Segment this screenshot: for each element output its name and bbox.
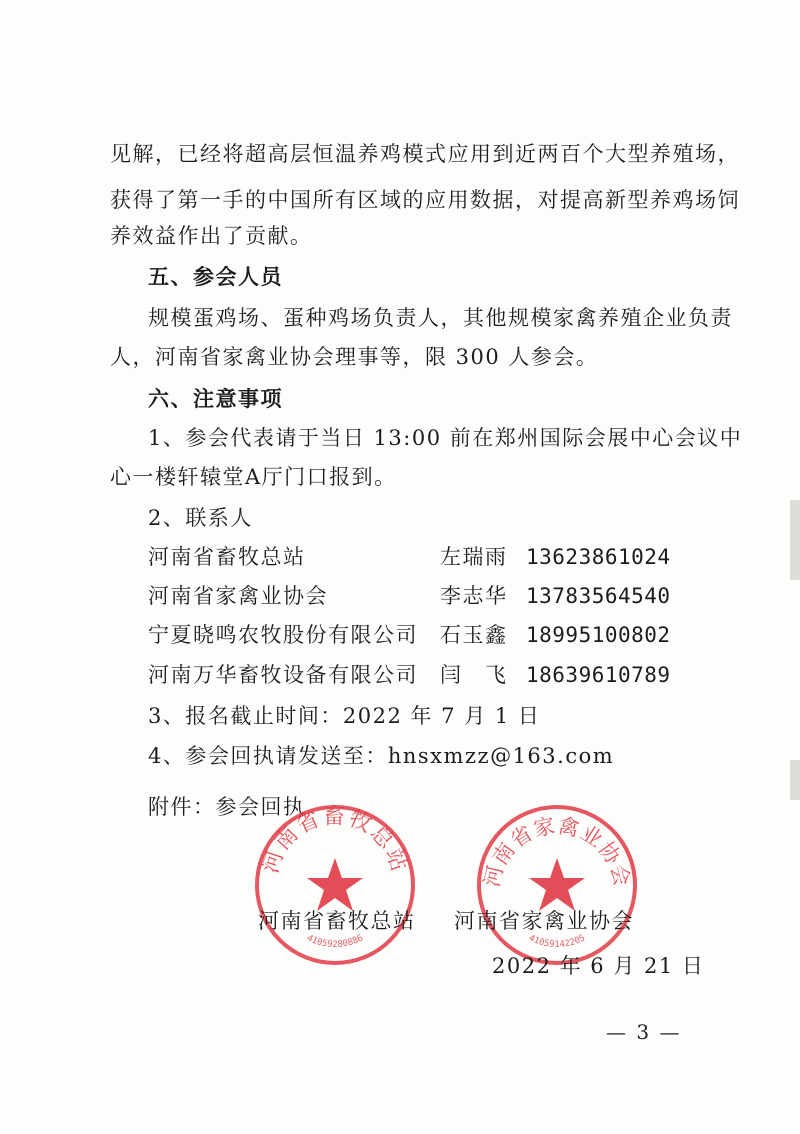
contact-org: 宁夏晓鸣农牧股份有限公司 bbox=[148, 623, 418, 647]
attachment-note: 附件：参会回执 bbox=[148, 795, 306, 819]
contact-phone: 13623861024 bbox=[526, 545, 671, 569]
signature-org-poultry-association: 河南省家禽业协会 bbox=[454, 909, 634, 933]
notes-item-1-line-2: 心一楼轩辕堂A厅门口报到。 bbox=[110, 465, 397, 489]
document-date: 2022 年 6 月 21 日 bbox=[492, 954, 705, 978]
svg-text:41059142205: 41059142205 bbox=[527, 933, 587, 951]
section-heading-notes: 六、注意事项 bbox=[148, 386, 283, 411]
scan-edge-mark bbox=[790, 500, 800, 580]
signature-org-livestock-station: 河南省畜牧总站 bbox=[258, 909, 416, 933]
svg-text:河南省畜牧总站: 河南省畜牧总站 bbox=[258, 804, 412, 877]
svg-text:河南省家禽业协会: 河南省家禽业协会 bbox=[479, 813, 635, 890]
svg-text:41059280886: 41059280886 bbox=[305, 933, 365, 951]
paragraph-line-3: 养效益作出了贡献。 bbox=[110, 224, 313, 248]
paragraph-line-2: 获得了第一手的中国所有区域的应用数据，对提高新型养鸡场饲 bbox=[110, 188, 740, 212]
contact-org: 河南省家禽业协会 bbox=[148, 584, 328, 608]
contact-person: 左瑞雨 bbox=[440, 545, 508, 569]
notes-item-1-line-1: 1、参会代表请于当日 13:00 前在郑州国际会展中心会议中 bbox=[148, 426, 743, 450]
page-number: — 3 — bbox=[606, 1020, 682, 1044]
official-seal-poultry-association bbox=[472, 800, 642, 970]
star-icon bbox=[529, 858, 585, 911]
attendees-line-1: 规模蛋鸡场、蛋种鸡场负责人，其他规模家禽养殖企业负责 bbox=[148, 306, 733, 330]
star-icon bbox=[307, 858, 363, 911]
attendees-line-2: 人，河南省家禽业协会理事等，限 300 人参会。 bbox=[110, 345, 599, 369]
contact-phone: 18639610789 bbox=[526, 663, 671, 687]
paragraph-line-1: 见解，已经将超高层恒温养鸡模式应用到近两百个大型养殖场， bbox=[110, 142, 740, 166]
notes-item-4-email: 4、参会回执请发送至：hnsxmzz@163.com bbox=[148, 744, 615, 768]
contact-org: 河南万华畜牧设备有限公司 bbox=[148, 663, 418, 687]
contact-person: 闫 飞 bbox=[440, 663, 508, 687]
notes-item-3-deadline: 3、报名截止时间：2022 年 7 月 1 日 bbox=[148, 704, 541, 728]
contact-person: 李志华 bbox=[440, 584, 508, 608]
section-heading-attendees: 五、参会人员 bbox=[148, 264, 283, 289]
contact-phone: 13783564540 bbox=[526, 584, 671, 608]
notes-item-2-title: 2、联系人 bbox=[148, 506, 253, 530]
contact-phone: 18995100802 bbox=[526, 623, 671, 647]
scan-edge-mark bbox=[790, 760, 800, 800]
contact-org: 河南省畜牧总站 bbox=[148, 545, 306, 569]
official-seal-livestock-station bbox=[250, 800, 420, 970]
contact-person: 石玉鑫 bbox=[440, 623, 508, 647]
